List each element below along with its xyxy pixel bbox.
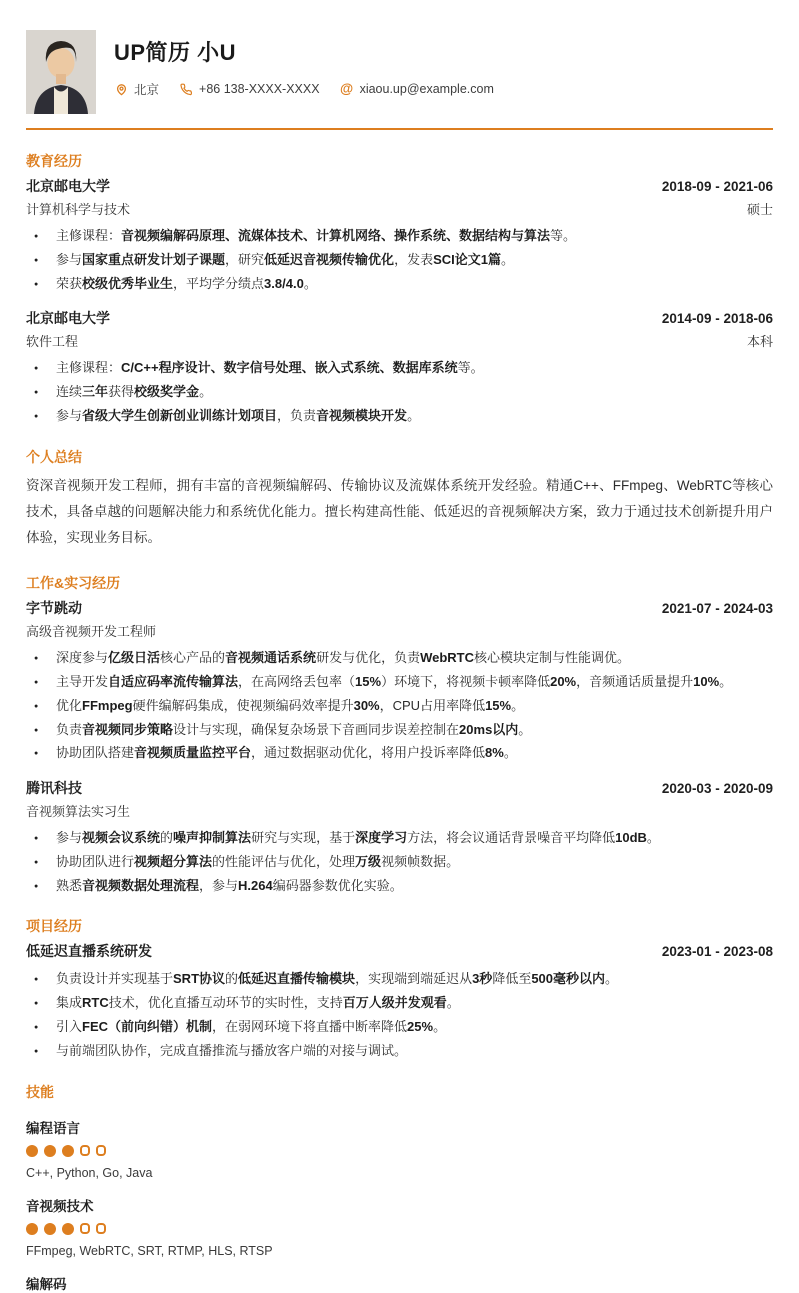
contact-location [114,80,159,98]
section-title-skills: 技能 [26,1083,54,1100]
skill-name: 编解码 [26,1276,67,1292]
contact-phone [179,82,320,96]
bullet-list [26,829,773,895]
bullet-item: ● 深度参与亿级日活核心产品的音视频通话系统研发与优化，负责WebRTC核心模块定制与性能调优。 [26,649,773,667]
degree-name: 本科 [746,334,773,350]
skill-rating-dots [26,1145,773,1157]
bullet-item: ● 主修课程：C/C++程序设计、数字信号处理、嵌入式系统、数据库系统等。 [26,359,773,377]
bullet-item: ● 协助团队搭建音视频质量监控平台，通过数据驱动优化，将用户投诉率降低8%。 [26,744,773,762]
profile-photo [26,30,96,114]
entry-head [26,308,773,328]
section-summary [26,447,773,552]
bullet-list [26,227,773,293]
bullet-item: ● 引入FEC（前向纠错）机制，在弱网环境下将直播中断率降低25%。 [26,1018,773,1036]
work-entry-1 [26,598,773,763]
skill-detail: C++, Python, Go, Java [26,1165,153,1180]
project-entry-1 [26,941,773,1060]
job-title: 高级音视频开发工程师 [26,623,157,639]
date-range: 2021-07 - 2024-03 [661,600,773,616]
section-title-work: 工作&实习经历 [26,574,121,591]
skill-name: 编程语言 [26,1120,80,1136]
bullet-list [26,359,773,425]
bullet-item: ● 负责设计并实现基于SRT协议的低延迟直播传输模块，实现端到端延迟从3秒降低至500毫秒以内。 [26,970,773,988]
phone-icon [179,82,193,96]
education-entry-1 [26,176,773,293]
bullet-item: ● 主导开发自适应码率流传输算法，在高网络丢包率（15%）环境下，将视频卡顿率降低20%，音频通话质量提升10%。 [26,673,773,691]
bullet-item: ● 参与国家重点研发计划子课题，研究低延迟音视频传输优化，发表SCI论文1篇。 [26,251,773,269]
section-title-summary: 个人总结 [26,448,82,465]
entry-head [26,598,773,618]
summary-text: 资深音视频开发工程师，拥有丰富的音视频编解码、传输协议及流媒体系统开发经验。精通C++、FFmpeg、WebRTC等核心技术，具备卓越的问题解决能力和系统优化能力。擅长构建高性能、低延迟的音视频解决方案，致力于通过技术创新提升用户体验，实现业务目标。 [26,477,773,546]
skill-detail: FFmpeg, WebRTC, SRT, RTMP, HLS, RTSP [26,1243,273,1258]
location-text: 北京 [134,83,160,97]
bullet-item: ● 荣获校级优秀毕业生，平均学分绩点3.8/4.0。 [26,275,773,293]
header-divider [26,128,773,130]
major-name: 计算机科学与技术 [26,202,131,217]
bullet-item: ● 协助团队进行视频超分算法的性能评估与优化，处理万级视频帧数据。 [26,853,773,871]
entry-head [26,778,773,798]
entry-sub [26,801,773,820]
section-education [26,151,773,426]
company-name: 字节跳动 [26,599,82,616]
section-work [26,573,773,896]
date-range: 2023-01 - 2023-08 [661,944,773,960]
contact-email [340,82,494,96]
skill-item-av-tech [26,1195,773,1258]
skill-rating-dots [26,1223,773,1235]
education-entry-2 [26,308,773,425]
contact-row [114,80,494,98]
date-range: 2018-09 - 2021-06 [661,179,773,194]
entry-sub [26,331,773,350]
avatar-placeholder-image [26,30,96,114]
bullet-item: ● 连续三年获得校级奖学金。 [26,383,773,401]
bullet-item: ● 负责音视频同步策略设计与实现，确保复杂场景下音画同步误差控制在20ms以内。 [26,721,773,739]
section-skills [26,1082,773,1293]
resume-header [26,30,773,114]
phone-text: +86 138-XXXX-XXXX [199,82,320,96]
bullet-list [26,970,773,1060]
bullet-item: ● 与前端团队协作，完成直播推流与播放客户端的对接与调试。 [26,1042,773,1060]
project-name: 低延迟直播系统研发 [26,943,152,960]
company-name: 腾讯科技 [26,779,82,796]
bullet-item: ● 参与视频会议系统的噪声抑制算法研究与实现，基于深度学习方法，将会议通话背景噪音平均降低10dB。 [26,829,773,847]
school-name: 北京邮电大学 [26,178,110,194]
email-at-icon: @ [339,81,354,97]
date-range: 2020-03 - 2020-09 [661,780,773,796]
major-name: 软件工程 [26,334,79,350]
entry-head [26,176,773,196]
entry-sub [26,621,773,640]
degree-name: 硕士 [746,202,773,217]
bullet-item: ● 熟悉音视频数据处理流程，参与H.264编码器参数优化实验。 [26,877,773,895]
section-projects [26,916,773,1060]
section-title-projects: 项目经历 [26,918,82,935]
bullet-list [26,649,773,763]
skill-item-programming [26,1117,773,1180]
job-title: 音视频算法实习生 [26,803,131,819]
entry-head [26,941,773,961]
date-range: 2014-09 - 2018-06 [661,311,773,327]
bullet-item: ● 主修课程：音视频编解码原理、流媒体技术、计算机网络、操作系统、数据结构与算法等。 [26,227,773,245]
work-entry-2 [26,778,773,895]
skill-item-codec [26,1273,773,1293]
entry-sub [26,199,773,218]
section-title-education: 教育经历 [26,153,82,169]
school-name: 北京邮电大学 [26,310,110,327]
bullet-item: ● 参与省级大学生创新创业训练计划项目，负责音视频模块开发。 [26,407,773,425]
header-text [114,30,494,114]
bullet-item: ● 集成RTC技术，优化直播互动环节的实时性，支持百万人级并发观看。 [26,994,773,1012]
skill-name: 音视频技术 [26,1198,94,1214]
bullet-item: ● 优化FFmpeg硬件编解码集成，使视频编码效率提升30%，CPU占用率降低15%。 [26,697,773,715]
candidate-name: UP简历 小U [114,40,237,65]
location-pin-icon [114,82,128,96]
email-text: xiaou.up@example.com [359,82,494,96]
